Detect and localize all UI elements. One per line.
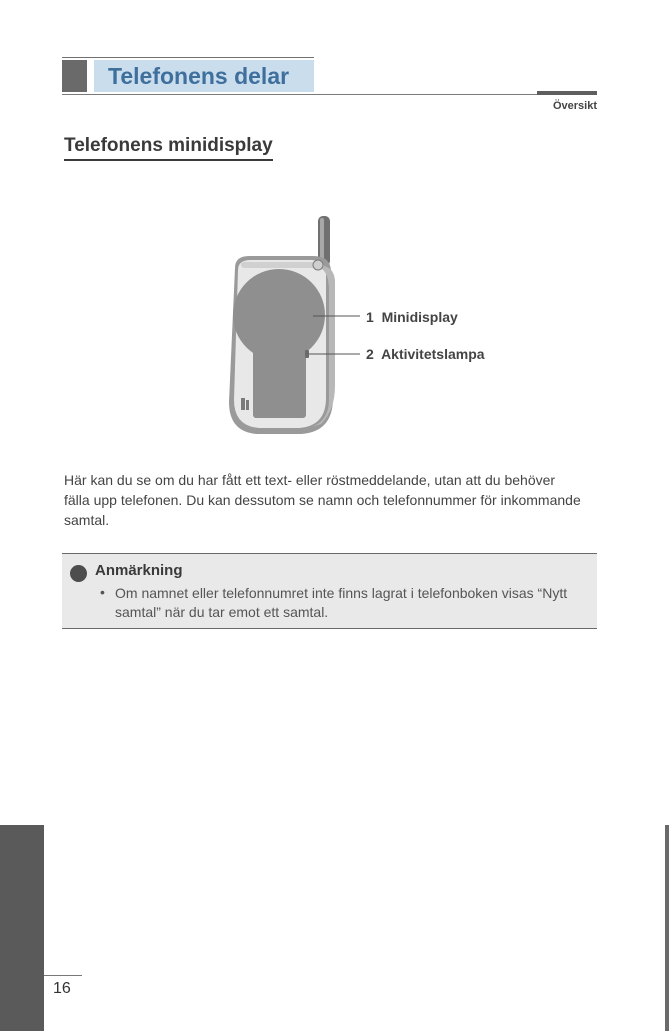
header-rule-tab	[537, 91, 597, 95]
callout-number: 2	[366, 346, 374, 362]
note-text: Om namnet eller telefonnumret inte finns lagrat i telefonboken visas “Nytt samtal” när du tar emot ett samtal.	[115, 585, 568, 620]
body-paragraph: Här kan du se om du har fått ett text- eller röstmeddelande, utan att du behöver fälla upp telefonen. Du kan dessutom se namn och telefonnummer för inkommande samtal.	[64, 472, 581, 528]
side-tab	[0, 825, 44, 1031]
callout-activity-lamp	[366, 346, 485, 362]
header-top-rule	[62, 57, 314, 58]
header-square-marker	[62, 60, 87, 92]
callout-label: Aktivitetslampa	[381, 346, 485, 362]
header-rule	[62, 94, 597, 95]
section-label: Översikt	[552, 100, 597, 112]
activity-lamp-icon	[305, 350, 309, 358]
note-list-bullet: •	[100, 584, 105, 600]
note-box	[62, 553, 597, 629]
note-bullet-icon	[70, 565, 87, 582]
callout-label: Minidisplay	[381, 309, 458, 325]
subheading: Telefonens minidisplay	[64, 134, 273, 161]
page-number-rule	[44, 975, 82, 976]
lower-panel	[253, 346, 306, 418]
page-title: Telefonens delar	[108, 63, 290, 89]
right-edge-bar	[665, 825, 669, 1031]
note-title: Anmärkning	[95, 562, 183, 579]
callout-minidisplay	[366, 309, 458, 325]
phone-illustration	[205, 210, 525, 450]
callout-number: 1	[366, 309, 374, 325]
page-number: 16	[53, 980, 71, 997]
